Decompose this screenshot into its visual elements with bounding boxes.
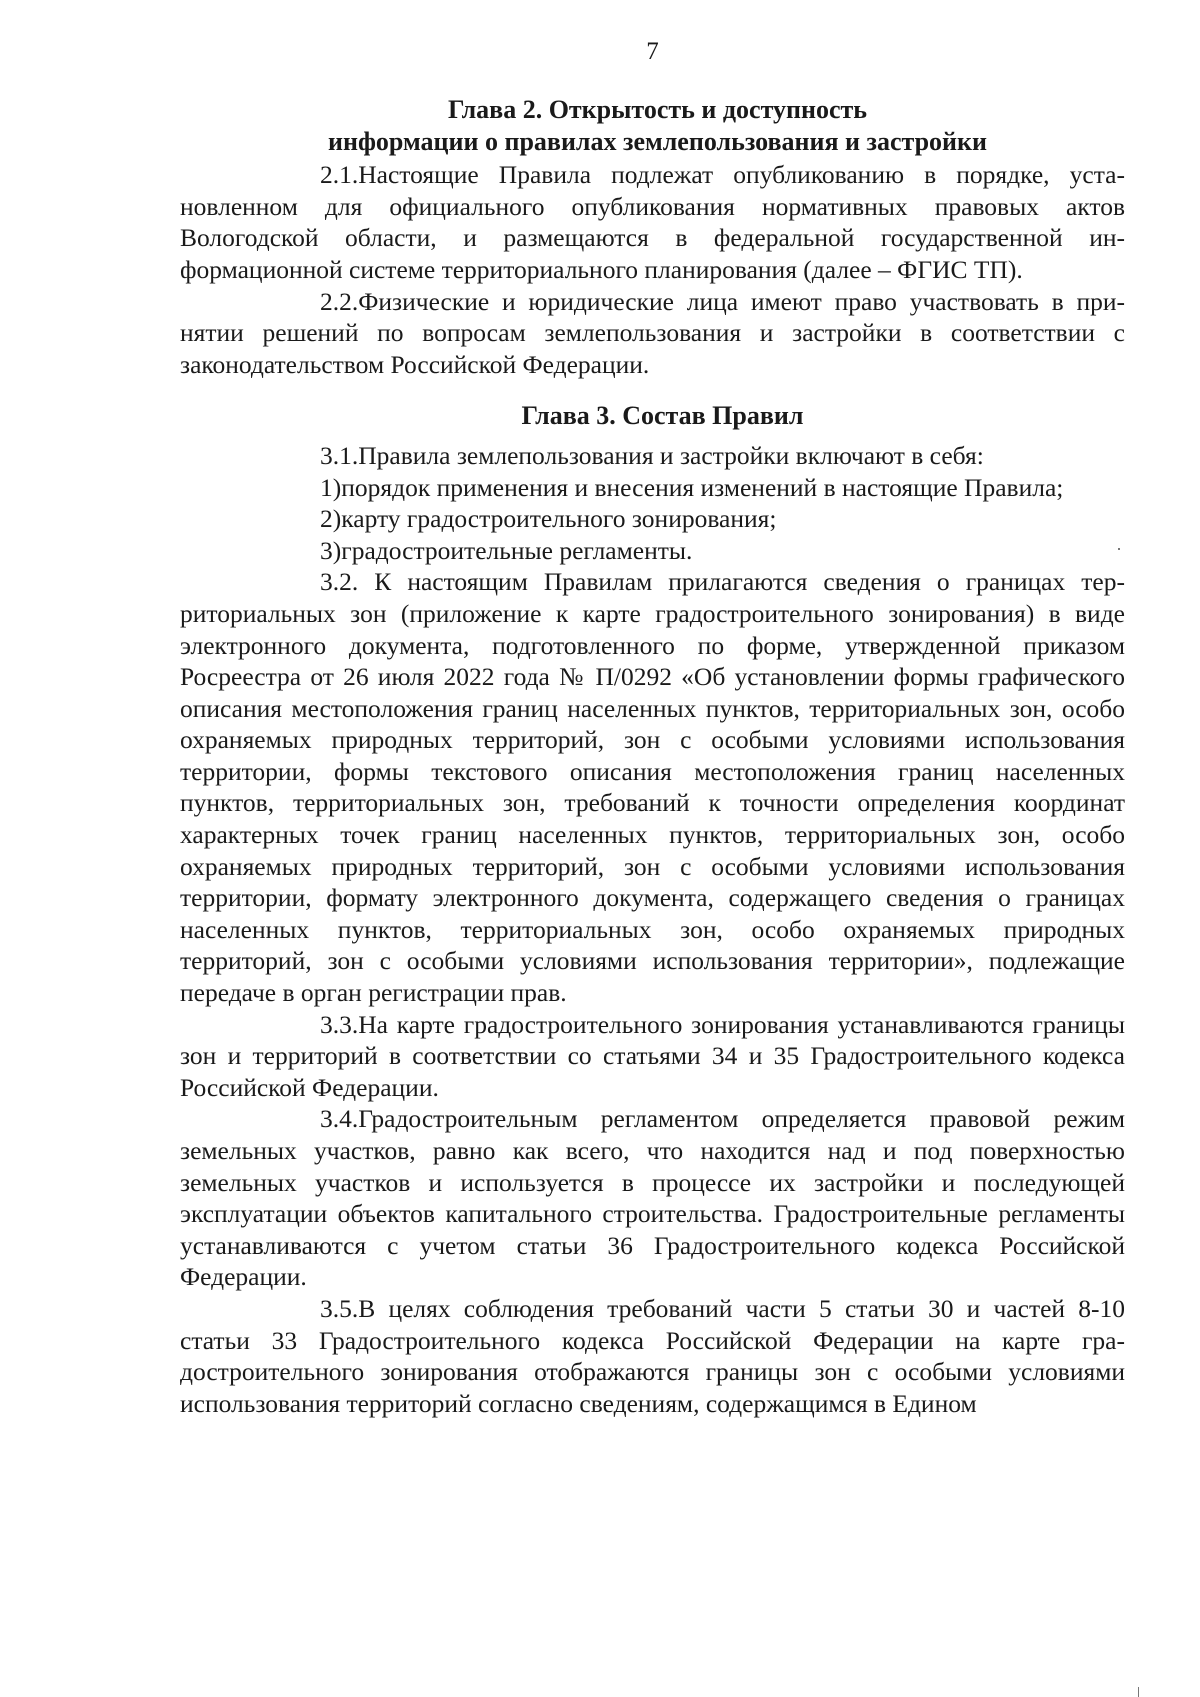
document-body (180, 94, 1125, 1419)
scan-mark (1138, 1687, 1139, 1697)
chapter-3-heading: Глава 3. Состав Правил (521, 401, 804, 431)
paragraph-3-5 (180, 1293, 1125, 1419)
paragraph-number: 3.1. (320, 440, 359, 470)
list-item-text: градостроительные регламенты. (341, 535, 693, 565)
chapter-2-title-line-2: информации о правилах землепользования и застройки (327, 126, 987, 156)
page-number: 7 (646, 38, 659, 65)
paragraph-number: 3.5. (320, 1293, 359, 1323)
chapter-2-heading (180, 94, 1125, 157)
paragraph-text: Правила землепользования и застройки включают в себя: (358, 440, 984, 470)
paragraph-3-2 (180, 566, 1125, 1008)
paragraph-number: 2.1. (320, 160, 359, 190)
paragraph-2-1 (180, 159, 1125, 285)
paragraph-text: На карте градостроительного зонирования устанавливаются границы зон и территорий в соответствии со статьями 34 и 35 Градостроительного кодекса Российской Федерации. (180, 1009, 1125, 1102)
list-item-number: 3) (320, 535, 342, 565)
paragraph-3-4 (180, 1103, 1125, 1293)
paragraph-2-2 (180, 286, 1125, 381)
chapter-2-title-line-1: Глава 2. Открытость и доступность (447, 95, 868, 124)
paragraph-number: 2.2. (320, 286, 359, 316)
scan-mark (1118, 548, 1120, 550)
paragraph-number: 3.2. (320, 567, 359, 597)
list-item-text: порядок применения и внесения изменений в настоящие Правила; (341, 472, 1064, 502)
paragraph-number: 3.3. (320, 1009, 359, 1039)
list-item-2 (180, 503, 1125, 535)
paragraph-3-1 (180, 440, 1125, 472)
paragraph-text: Настоящие Правила подлежат опубликованию в порядке, установленном для официального опубликования нормативных правовых актов Вологодской области, и размещаются в федеральной государственной информационной системе территориального планирования (далее – ФГИС ТП). (180, 160, 1125, 284)
paragraph-text: К настоящим Правилам прилагаются сведения о границах территориальных зон (приложение к карте градостроительного зонирования) в виде электронного документа, подготовленного по форме, утвержденной приказом Росреестра от 26 июля 2022 года № П/0292 «Об установлении формы графического описания местоположения границ населенных пунктов, территориальных зон, особо охраняемых природных территорий, зон с особыми условиями использования территории, формы текстового описания местоположения границ населенных пунктов, территориальных зон, требований к точности определения координат характерных точек границ населенных пунктов, территориальных зон, особо охраняемых природных территорий, зон с особыми условиями использования территории, формату электронного документа, содержащего сведения о границах населенных пунктов, территориальных зон, особо охраняемых природных территорий, зон с особыми условиями использования территории», подлежащие передаче в орган регистрации прав. (180, 567, 1125, 1008)
paragraph-text: Градостроительным регламентом определяется правовой режим земельных участков, равно как всего, что находится над и под поверхностью земельных участков и используется в процессе их застройки и последующей эксплуатации объектов капитального строительства. Градостроительные регламенты устанавливаются с учетом статьи 36 Градостроительного кодекса Российской Федерации. (180, 1104, 1125, 1292)
list-item-1 (180, 472, 1125, 504)
list-item-number: 2) (320, 504, 342, 534)
list-item-text: карту градостроительного зонирования; (341, 504, 777, 534)
paragraph-3-3 (180, 1009, 1125, 1104)
list-item-number: 1) (320, 472, 342, 502)
paragraph-number: 3.4. (320, 1104, 359, 1134)
paragraph-text: Физические и юридические лица имеют право участвовать в принятии решений по вопросам землепользования и застройки в соответствии с законодательством Российской Федерации. (180, 286, 1125, 379)
paragraph-text: В целях соблюдения требований части 5 статьи 30 и частей 8-10 статьи 33 Градостроительного кодекса Российской Федерации на карте градостроительного зонирования отображаются границы зон с особыми условиями использования территорий согласно сведениям, содержащимся в Едином (180, 1293, 1125, 1418)
list-item-3 (180, 535, 1125, 567)
